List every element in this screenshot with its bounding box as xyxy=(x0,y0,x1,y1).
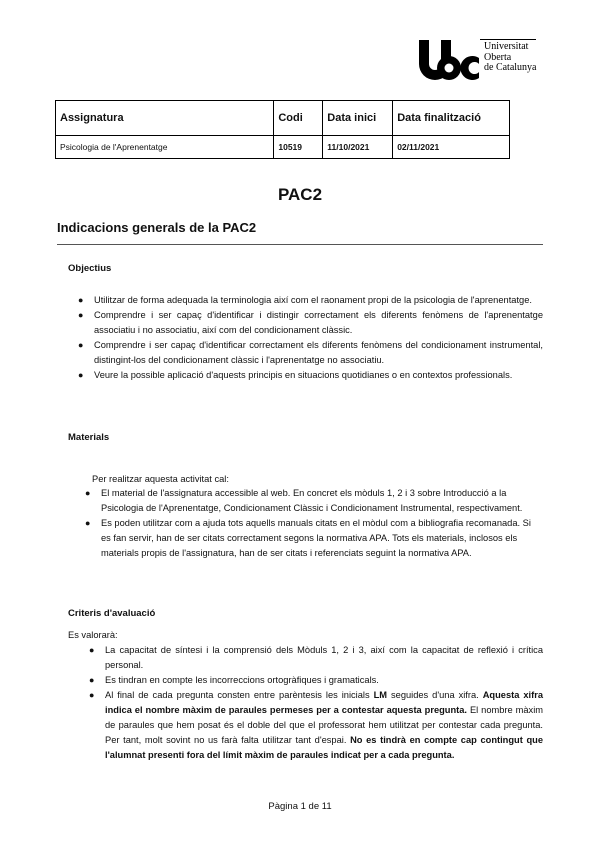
list-item: ● Comprendre i ser capaç d'identificar i distingir correctament els diferents fenòmens de l'aprenentatge associatiu i no associatiu, així com del condicionament clàssic. xyxy=(78,310,543,335)
table-row xyxy=(56,136,510,159)
list-item: ● Es tindran en compte les incorreccions ortogràfiques i gramaticals. xyxy=(89,675,379,685)
materials-list xyxy=(85,486,543,561)
table-header-row xyxy=(56,101,510,136)
divider xyxy=(57,244,543,245)
uoc-logo xyxy=(418,38,548,84)
list-item: ● Al final de cada pregunta consten entre parèntesis les inicials LM seguides d'una xifra. Aquesta xifra indica el nombre màxim de paraules permeses per a contestar aquesta pregunta. El nombre màxim de paraules que hem posat és el doble del que el professorat hem utilitzat per contestar cada pregunta. Per tant, molt sovint no us farà falta utilitzar tant d'espai. No es tindrà en compte cap contingut que l'alumnat presenti fora del límit màxim de paraules indicat per a cada pregunta. xyxy=(89,690,544,760)
list-item: ● Veure la possible aplicació d'aquests principis en situacions quotidianes o en contextos professionals. xyxy=(78,370,513,380)
header-assignatura: Assignatura xyxy=(56,101,274,136)
materials-heading: Materials xyxy=(68,432,110,443)
objectius-list xyxy=(78,293,543,383)
logo-rule xyxy=(480,39,536,40)
cell-codi: 10519 xyxy=(274,136,323,159)
cell-data-finalitzacio: 02/11/2021 xyxy=(393,136,510,159)
list-item: ● La capacitat de síntesi i la comprensió dels Mòduls 1, 2 i 3, així com la capacitat de reflexió i crítica personal. xyxy=(89,645,543,670)
list-item: ● Comprendre i ser capaç d'identificar correctament els diferents fenòmens del condicionament instrumental, distingint-los del condicionament clàssic i l'aprenentatge no associatiu. xyxy=(78,340,543,365)
criteris-heading: Criteris d'avaluació xyxy=(68,608,156,619)
list-item: ● El material de l'assignatura accessible al web. En concret els mòduls 1, 2 i 3 sobre Introducció a la Psicologia de l'Aprenentatge, Condicionament Clàssic i Condicionament Instrumental, respectivament. xyxy=(85,488,523,513)
criteris-intro: Es valorarà: xyxy=(68,630,118,640)
header-data-finalitzacio: Data finalització xyxy=(393,101,510,136)
objectius-heading: Objectius xyxy=(68,263,112,274)
list-item: ● Utilitzar de forma adequada la terminologia així com el raonament propi de la psicologia de l'aprenentatge. xyxy=(78,295,532,305)
logo-text: Universitat Oberta de Catalunya xyxy=(484,41,537,73)
page-number: Pàgina 1 de 11 xyxy=(268,801,332,812)
cell-data-inici: 11/10/2021 xyxy=(323,136,393,159)
materials-intro: Per realitzar aquesta activitat cal: xyxy=(92,474,229,484)
section-heading: Indicacions generals de la PAC2 xyxy=(57,220,257,235)
course-info-table xyxy=(55,100,510,159)
page-title: PAC2 xyxy=(277,185,323,204)
uoc-logo-mark xyxy=(418,38,480,82)
criteris-list xyxy=(89,643,544,763)
header-data-inici: Data inici xyxy=(323,101,393,136)
list-item: ● Es poden utilitzar com a ajuda tots aquells manuals citats en el mòdul com a bibliografia recomanada. Si es fan servir, han de ser citats correctament segons la normativa APA. Tots els materials, inclosos els materials propis de l'assignatura, han de ser citats i referenciats seguint la normativa APA. xyxy=(85,518,531,558)
header-codi: Codi xyxy=(274,101,323,136)
cell-assignatura: Psicologia de l'Aprenentatge xyxy=(56,136,274,159)
